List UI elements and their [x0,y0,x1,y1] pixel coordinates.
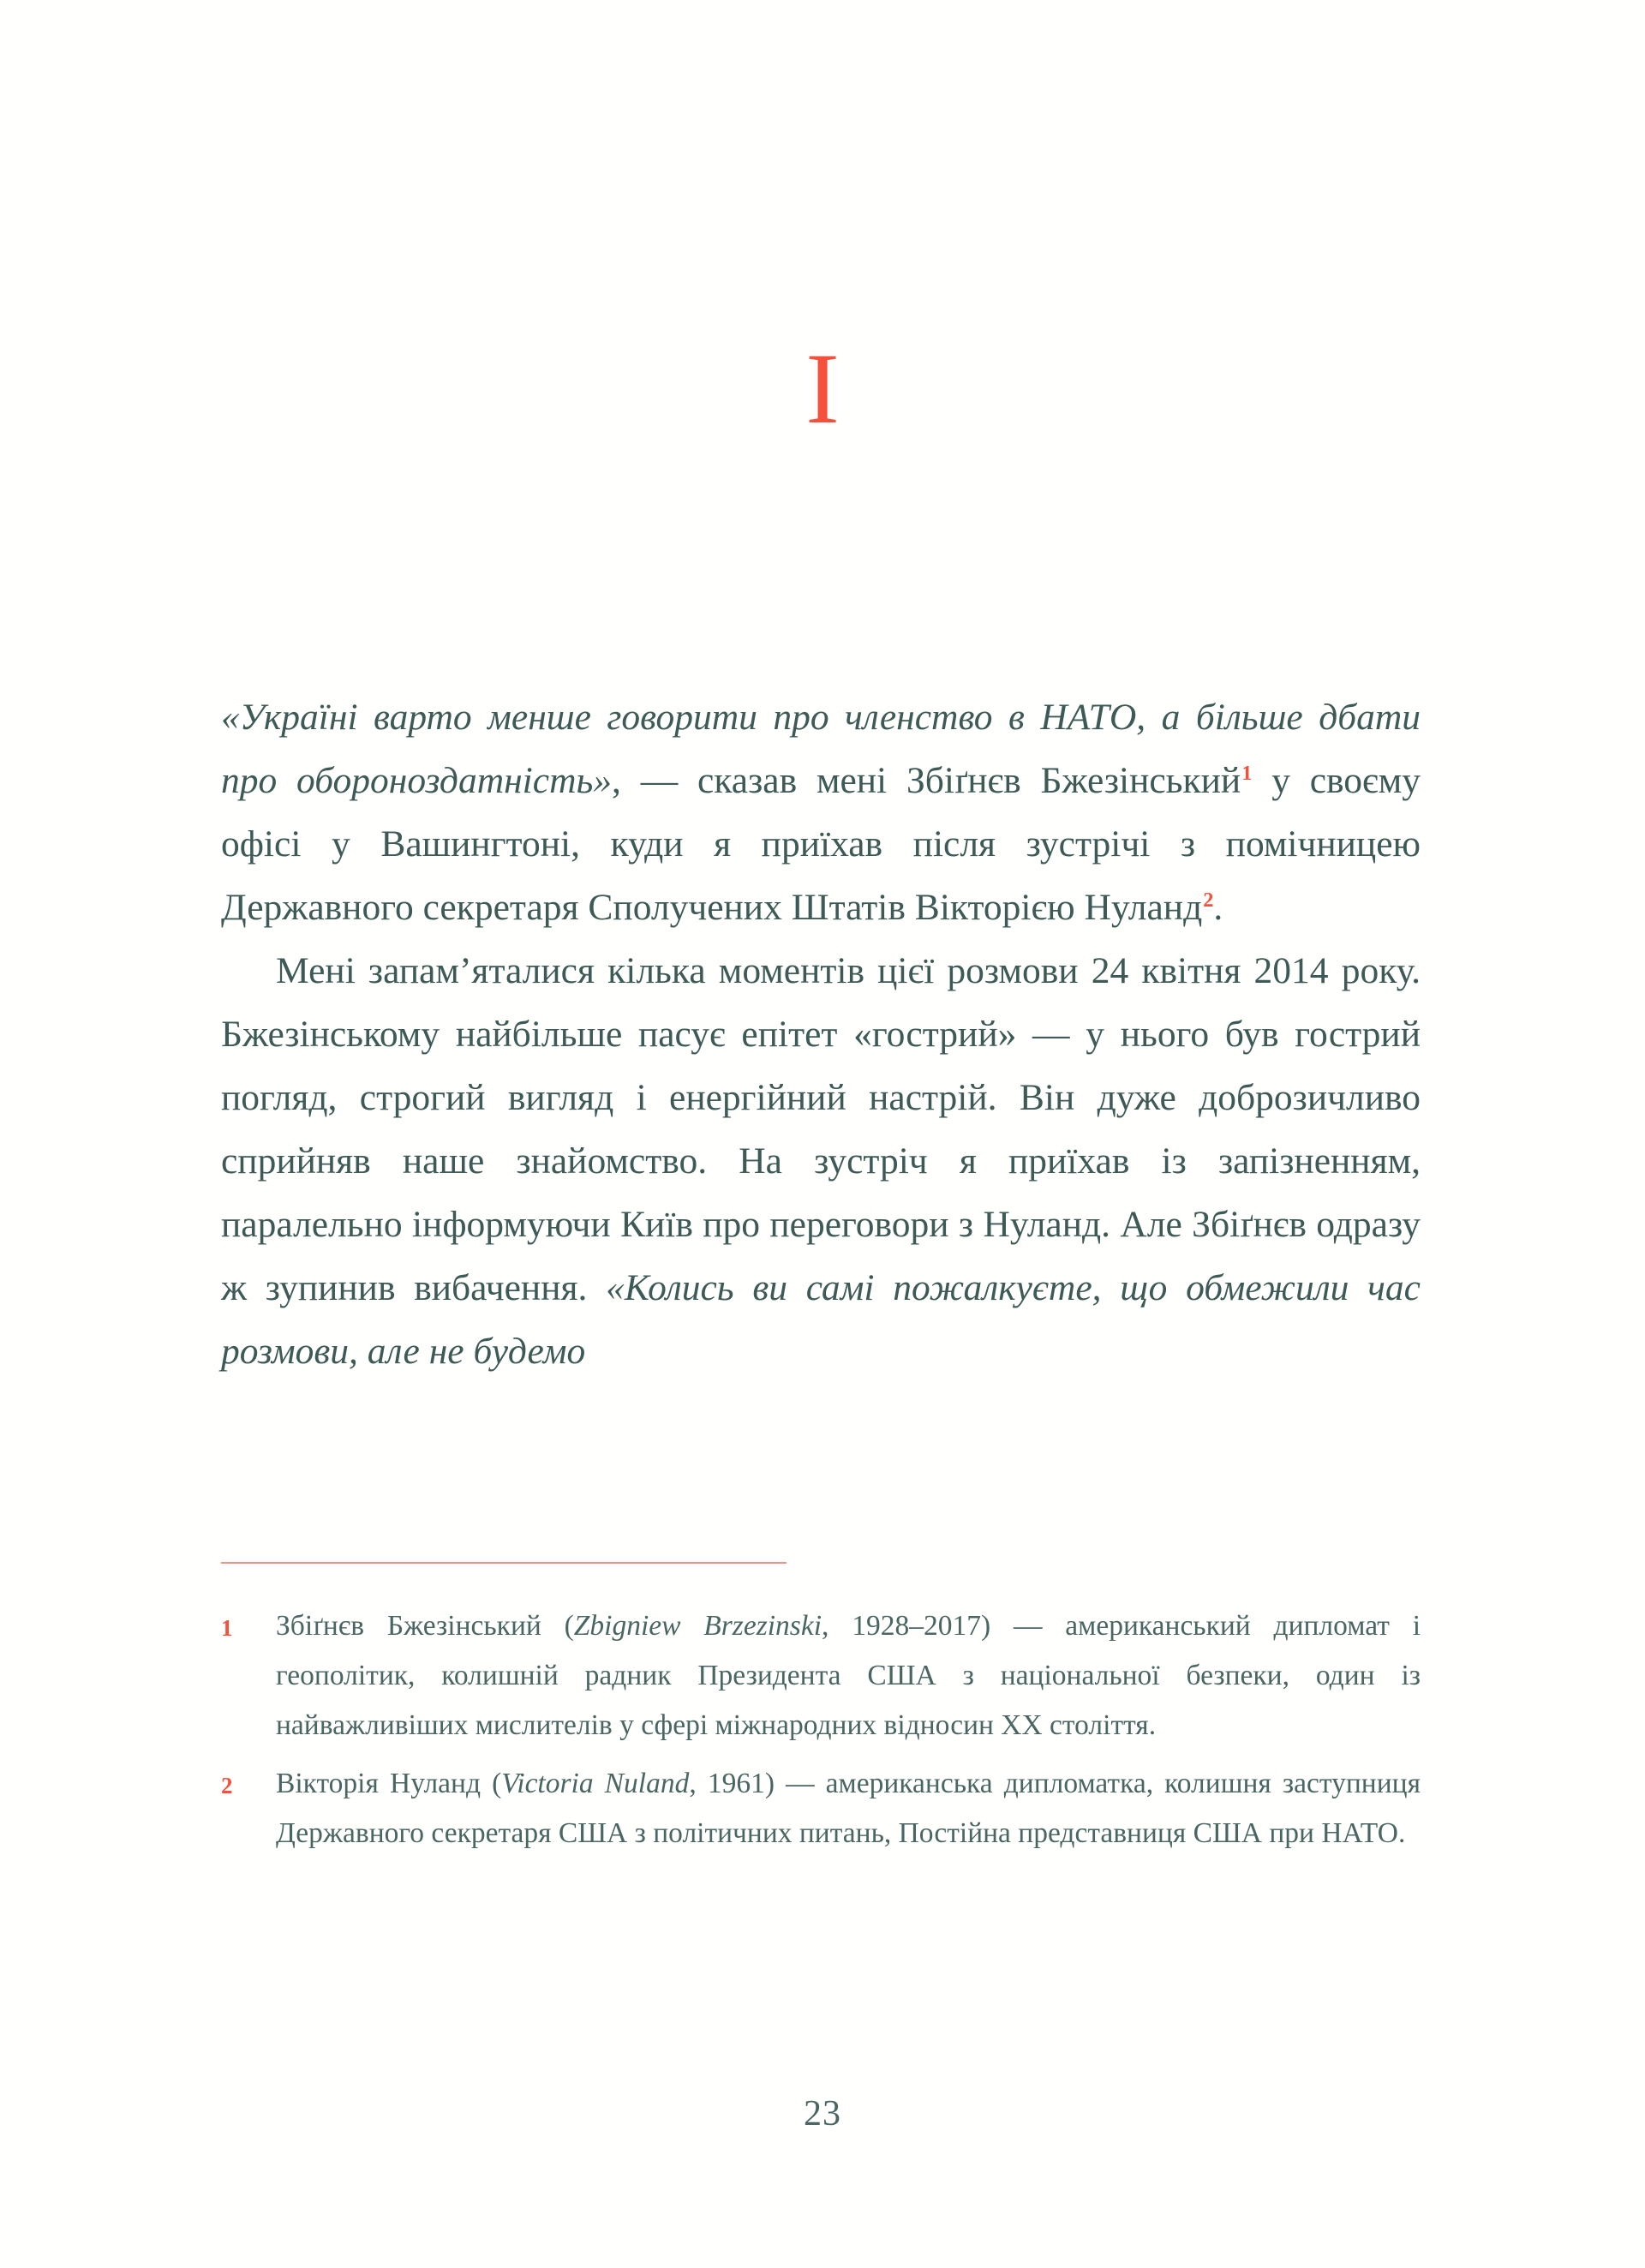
footnote-2-latin-name: Victoria Nuland [501,1768,690,1799]
paragraph-opening-period: . [1213,887,1223,928]
footnote-text-1 [276,1601,1421,1750]
footnote-ref-2[interactable]: 2 [1203,888,1214,912]
body-text-column [221,685,1421,1383]
paragraph-opening-continuation: у своєму офісі у Вашингтоні, куди я приїхав після зустрічі з помічницею Державного секретаря Сполучених Штатів Вікторією Нуланд [221,760,1421,928]
chapter-number: I [805,332,840,445]
footnote-marker-2: 2 [221,1773,233,1798]
pull-quote-brzezinski: «Україні варто менше говорити про членство в НАТО, а більше дбати про обороноздатність» [221,697,1421,801]
footnote-text-2 [276,1759,1421,1858]
footnote-section [221,1562,1421,1867]
paragraph-opening [221,685,1421,939]
paragraph-second-narrative: Мені запам’яталися кілька моментів цієї розмови 24 квітня 2014 року. Бжезінському найбільше пасує епітет «гострий» — у нього був гострий погляд, строгий вигляд і енергійний настрій. Він дуже доброзичливо сприйняв наше знайомство. На зустріч я приїхав із запізненням, паралельно інформуючи Київ про переговори з Нуланд. Але Збіґнєв одразу ж зупинив вибачення. [221,950,1421,1308]
attribution-clause: , — сказав мені Збіґнєв Бжезінський [612,760,1241,801]
pull-quote-continuation: «Колись ви самі пожалкуєте, що обмежили час розмови, але не будемо [221,1267,1421,1372]
footnote-1-tail: , 1928–2017) — американський дипломат і геополітик, колишній радник Президента США з національної безпеки, один із найважливіших мислителів у сфері міжнародних відносин XX століття. [276,1610,1421,1741]
footnote-marker-1: 1 [221,1615,233,1641]
footnote-item-2 [221,1759,1421,1858]
paragraph-second [221,939,1421,1383]
footnote-1-lead: Збіґнєв Бжезінський ( [276,1610,574,1642]
footnote-2-lead: Вікторія Нуланд ( [276,1768,502,1799]
footnote-1-latin-name: Zbigniew Brzezinski [573,1610,822,1642]
page-number: 23 [804,2094,841,2133]
footnote-item-1 [221,1601,1421,1750]
footnote-ref-1[interactable]: 1 [1241,761,1253,785]
chapter-number-container [0,332,1645,445]
footnote-separator-rule [221,1562,787,1564]
footnote-2-tail: , 1961) — американська дипломатка, колишня заступниця Державного секретаря США з політичних питань, Постійна представниця США при НАТО. [276,1768,1421,1849]
